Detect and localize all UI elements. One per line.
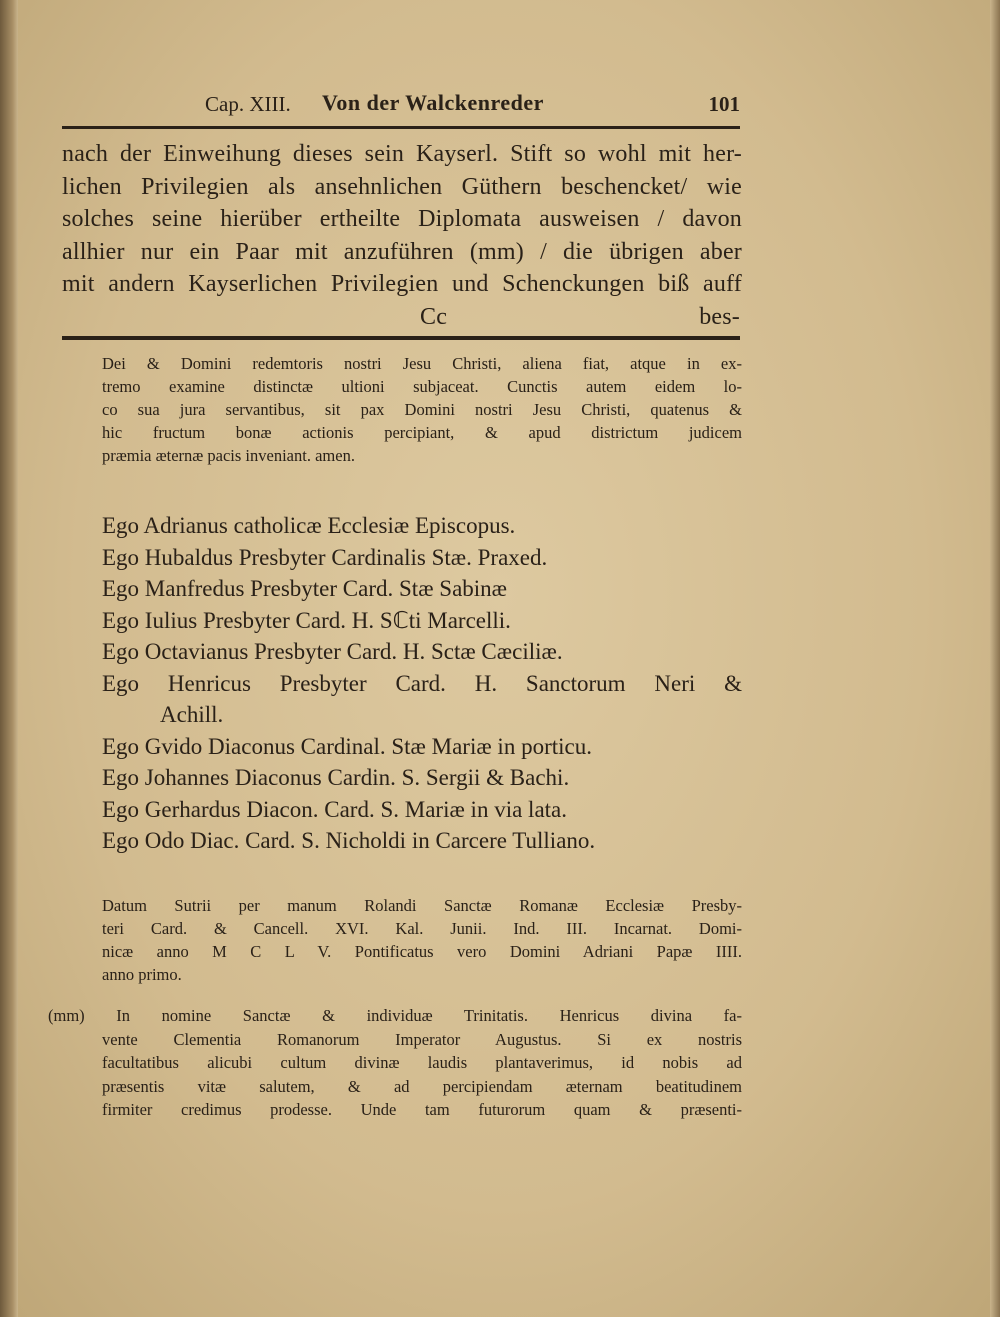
dating-line: anno primo. bbox=[102, 965, 182, 984]
quote-line: tremo examine distinctæ ultioni subjaceat. Cunctis autem eidem lo- bbox=[102, 377, 742, 396]
main-text bbox=[62, 138, 742, 333]
footnote-line: facultatibus alicubi cultum divinæ laudis plantaverimus, id nobis ad bbox=[102, 1053, 742, 1072]
signature-line bbox=[62, 301, 742, 333]
signatory-line: Ego Adrianus catholicæ Ecclesiæ Episcopus. bbox=[102, 513, 516, 538]
quote-block bbox=[102, 352, 742, 467]
page-number: 101 bbox=[708, 92, 740, 116]
footnote-line: firmiter credimus prodesse. Unde tam futurorum quam & præsenti- bbox=[102, 1100, 742, 1119]
running-head bbox=[60, 88, 740, 124]
quote-line: co sua jura servantibus, sit pax Domini nostri Jesu Christi, quatenus & bbox=[102, 400, 742, 419]
signatory-line: Achill. bbox=[160, 702, 224, 727]
dating-line: Datum Sutrii per manum Rolandi Sanctæ Romanæ Ecclesiæ Presby- bbox=[102, 896, 742, 915]
quote-line: hic fructum bonæ actionis percipiant, & apud districtum judicem bbox=[102, 423, 742, 442]
signature-mark: Cc bbox=[420, 303, 448, 330]
footnote-separator-rule bbox=[62, 336, 740, 340]
main-text-line: solches seine hierüber ertheilte Diplomata ausweisen / davon bbox=[62, 206, 742, 232]
signatory-line: Ego Hubaldus Presbyter Cardinalis Stæ. Praxed. bbox=[102, 544, 548, 570]
quote-line: præmia æternæ pacis inveniant. amen. bbox=[102, 446, 355, 465]
signatory-line: Ego Manfredus Presbyter Card. Stæ Sabinæ bbox=[102, 576, 508, 601]
footnote-mm bbox=[48, 1004, 742, 1122]
main-text-line: mit andern Kayserlichen Privilegien und Schenckungen biß auff bbox=[62, 271, 742, 297]
signatory-line: Ego Odo Diac. Card. S. Nicholdi in Carcere Tulliano. bbox=[102, 828, 596, 853]
page-edge bbox=[990, 0, 1000, 1317]
signatories-list bbox=[102, 510, 742, 857]
catchword: bes- bbox=[699, 303, 740, 330]
header-rule bbox=[62, 126, 740, 129]
dating-block bbox=[102, 894, 742, 986]
signatory-line: Ego Octavianus Presbyter Card. H. Sctæ Cæciliæ. bbox=[102, 639, 563, 664]
signatory-line: Ego Gvido Diaconus Cardinal. Stæ Mariæ in porticu. bbox=[102, 733, 592, 759]
dating-line: teri Card. & Cancell. XVI. Kal. Junii. Ind. III. Incarnat. Domi- bbox=[102, 919, 742, 938]
dating-line: nicæ anno M C L V. Pontificatus vero Domini Adriani Papæ IIII. bbox=[102, 942, 742, 961]
footnote-line: præsentis vitæ salutem, & ad percipiendam æternam beatitudinem bbox=[102, 1076, 742, 1096]
chapter-label: Cap. XIII. bbox=[205, 92, 291, 116]
signatory-line: Ego Johannes Diaconus Cardin. S. Sergii & Bachi. bbox=[102, 765, 570, 790]
quote-line: Dei & Domini redemtoris nostri Jesu Christi, aliena fiat, atque in ex- bbox=[102, 354, 742, 373]
running-title: Von der Walckenreder bbox=[322, 90, 544, 115]
signatory-line: Ego Henricus Presbyter Card. H. Sanctorum Neri & bbox=[102, 670, 742, 696]
footnote-line: (mm) In nomine Sanctæ & individuæ Trinitatis. Henricus divina fa- bbox=[48, 1006, 742, 1025]
main-text-line: lichen Privilegien als ansehnlichen Güthern beschencket/ wie bbox=[62, 173, 742, 200]
main-text-line: allhier nur ein Paar mit anzuführen (mm) / die übrigen aber bbox=[62, 238, 742, 265]
page-gutter bbox=[0, 0, 18, 1317]
signatory-line: Ego Iulius Presbyter Card. H. Sℂti Marcelli. bbox=[102, 607, 511, 633]
signatory-line: Ego Gerhardus Diacon. Card. S. Mariæ in via lata. bbox=[102, 796, 567, 822]
footnote-line: vente Clementia Romanorum Imperator Augustus. Si ex nostris bbox=[102, 1029, 742, 1049]
main-text-line: nach der Einweihung dieses sein Kayserl. Stift so wohl mit her- bbox=[62, 141, 742, 167]
